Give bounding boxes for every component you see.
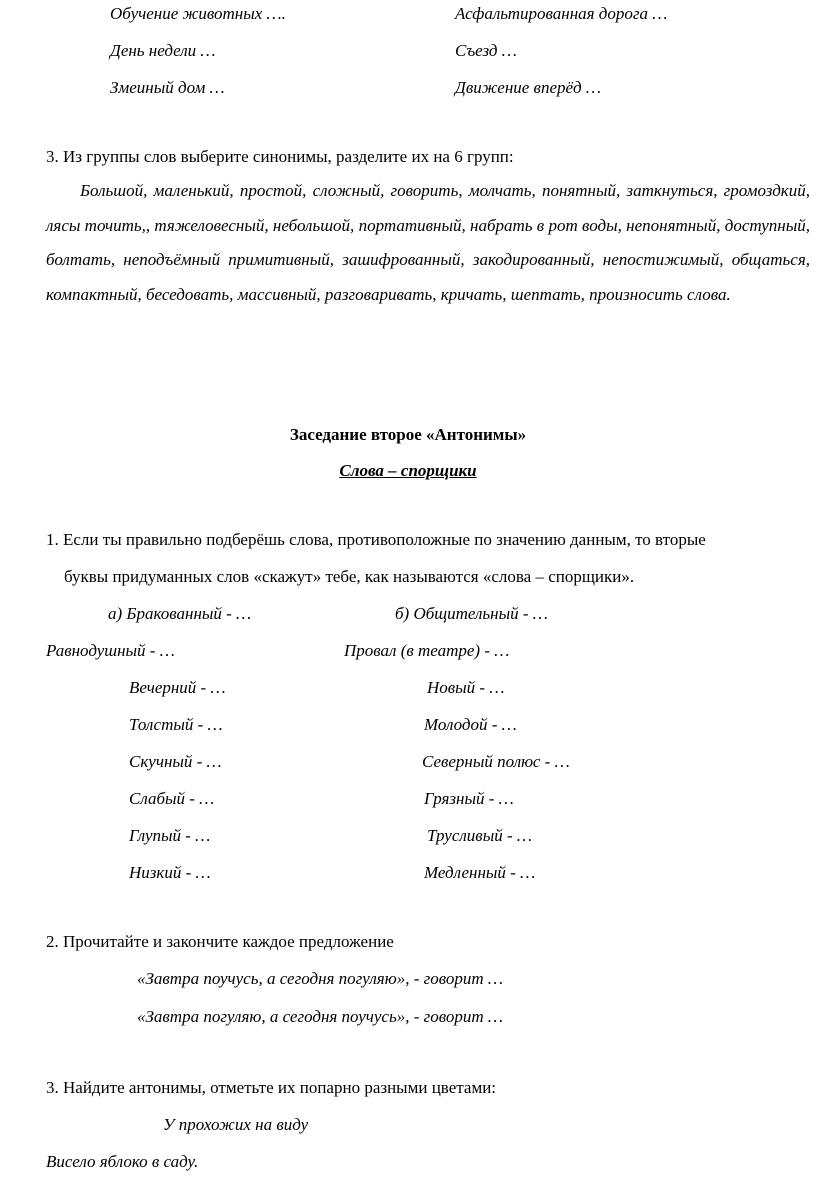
task2-sentence-1: «Завтра поучусь, а сегодня погуляю», - говорит … xyxy=(137,969,504,988)
poem-line-2: Висело яблоко в саду. xyxy=(46,1152,199,1171)
poem-line-1: У прохожих на виду xyxy=(163,1115,309,1134)
task1-line1: 1. Если ты правильно подберёшь слова, противоположные по значению данным, то вторые xyxy=(46,530,706,549)
top-pair-right-1: Асфальтированная дорога … xyxy=(455,4,668,23)
task2-sentence-2: «Завтра погуляю, а сегодня поучусь», - говорит … xyxy=(137,1007,504,1026)
antonym-left-2: Толстый - … xyxy=(129,715,223,734)
task1-first-right: Провал (в театре) - … xyxy=(344,641,510,660)
antonym-right-3: Северный полюс - … xyxy=(422,752,570,771)
task1-col-a-header: а) Бракованный - … xyxy=(108,604,252,623)
synonyms-task-title: 3. Из группы слов выберите синонимы, разделите их на 6 групп: xyxy=(46,147,514,166)
antonym-right-1: Новый - … xyxy=(427,678,505,697)
top-pair-left-2: День недели … xyxy=(110,41,216,60)
antonym-left-4: Слабый - … xyxy=(129,789,215,808)
top-pair-right-3: Движение вперёд … xyxy=(455,78,601,97)
task2-title: 2. Прочитайте и закончите каждое предложение xyxy=(46,932,394,951)
antonym-left-6: Низкий - … xyxy=(129,863,211,882)
antonym-right-2: Молодой - … xyxy=(424,715,517,734)
section-title: Заседание второе «Антонимы» xyxy=(289,425,527,444)
antonym-right-6: Медленный - … xyxy=(424,863,536,882)
section-subtitle: Слова – спорщики xyxy=(339,461,477,480)
top-pair-left-1: Обучение животных …. xyxy=(110,4,286,23)
antonym-right-5: Трусливый - … xyxy=(427,826,532,845)
antonyms-task-title: 3. Найдите антонимы, отметьте их попарно разными цветами: xyxy=(46,1078,497,1097)
antonym-left-1: Вечерний - … xyxy=(129,678,226,697)
task1-first-left: Равнодушный - … xyxy=(46,641,175,660)
synonyms-word-list-text: Большой, маленький, простой, сложный, говорить, молчать, понятный, заткнуться, громоздкий, лясы точить,, тяжеловесный, небольшой, портативный, набрать в рот воды, непонятный, доступный, болтать, неподъёмный примитивный, зашифрованный, закодированный, непостижимый, общаться, компактный, беседовать, массивный, разговаривать, кричать, шептать, произносить слова. xyxy=(46,181,810,304)
synonyms-word-list xyxy=(46,174,810,312)
top-pair-left-3: Змеиный дом … xyxy=(110,78,225,97)
task1-line2: буквы придуманных слов «скажут» тебе, как называются «слова – спорщики». xyxy=(64,567,635,586)
antonym-right-4: Грязный - … xyxy=(424,789,514,808)
top-pair-right-2: Съезд … xyxy=(455,41,517,60)
task1-col-b-header: б) Общительный - … xyxy=(395,604,548,623)
antonym-left-5: Глупый - … xyxy=(129,826,211,845)
antonym-left-3: Скучный - … xyxy=(129,752,222,771)
